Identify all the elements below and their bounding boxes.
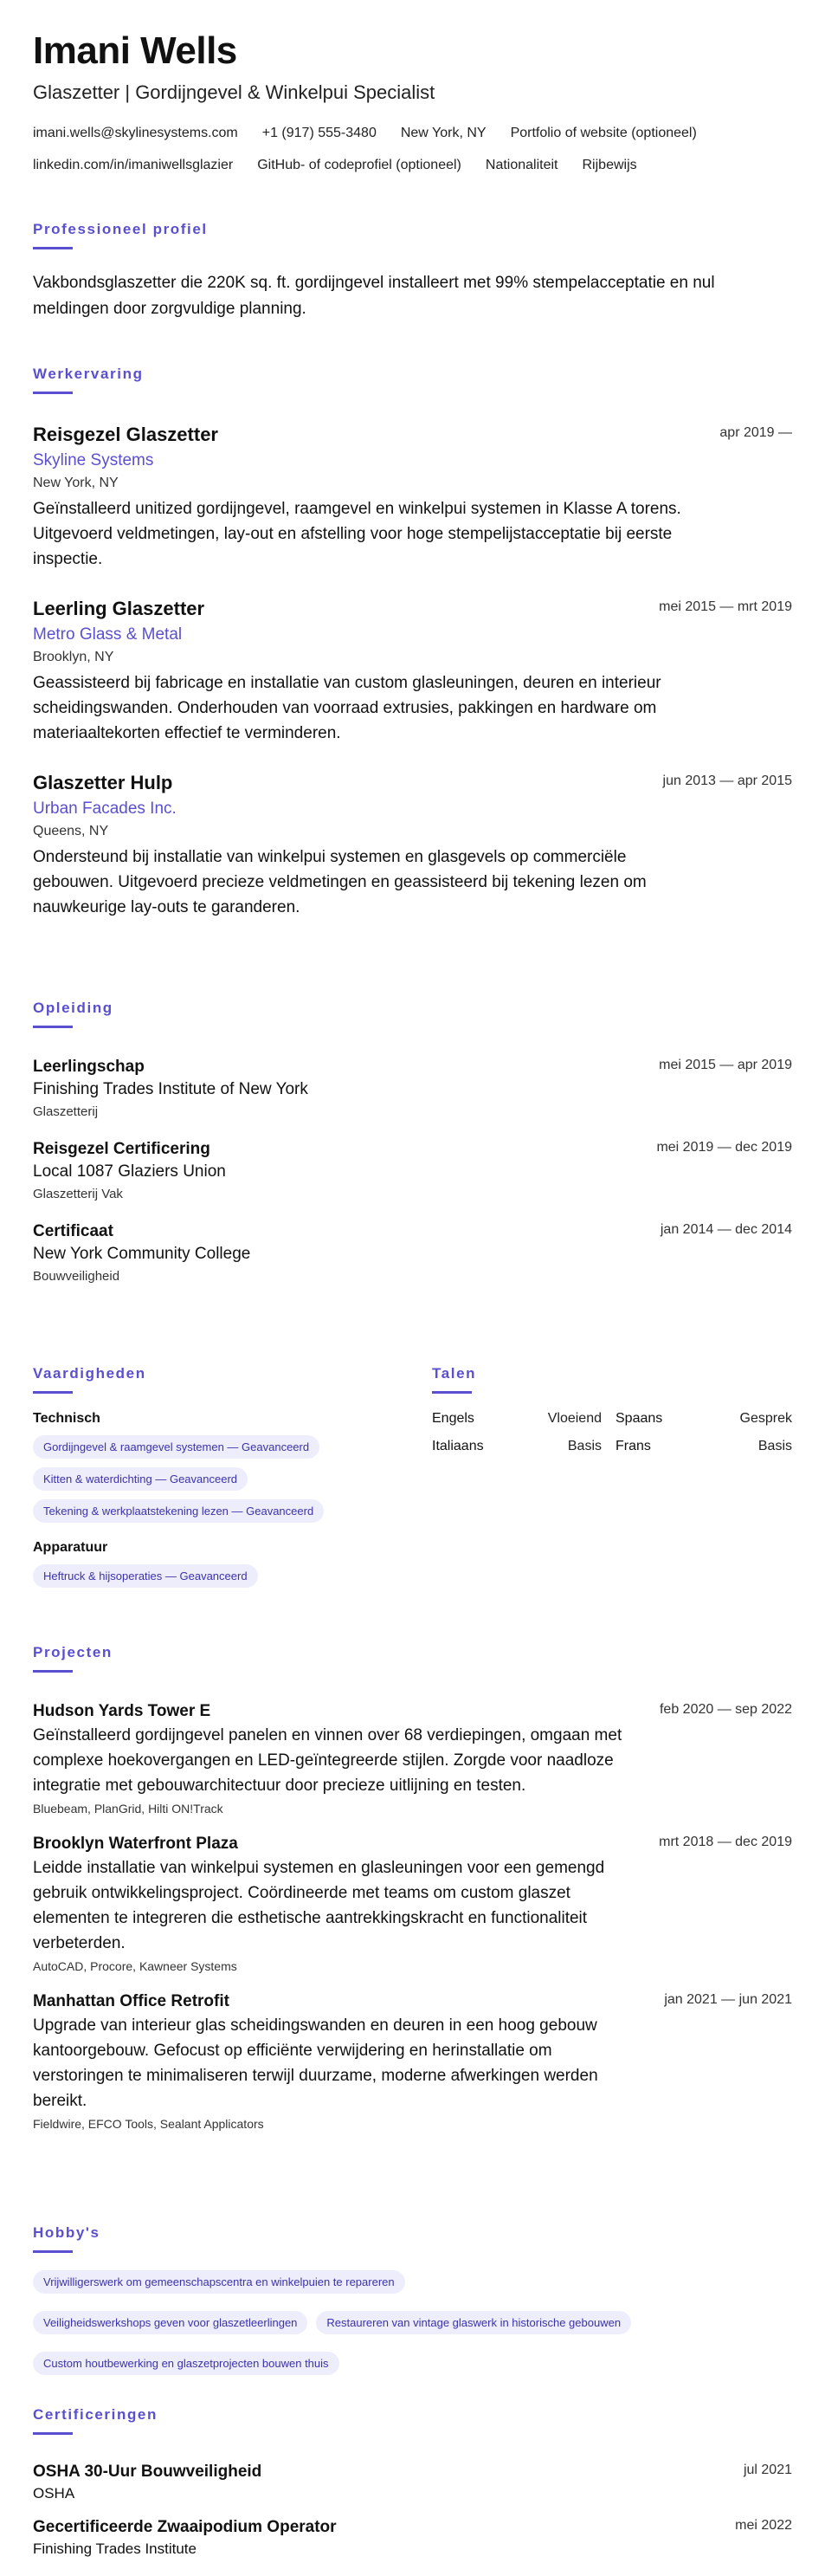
languages-list — [432, 1411, 792, 1454]
skills-technical-label: Technisch — [33, 1411, 100, 1426]
project-tools: Bluebeam, PlanGrid, Hilti ON!Track — [33, 1802, 223, 1815]
project-entry — [33, 1835, 792, 1973]
contact-license: Rijbewijs — [582, 158, 637, 172]
certifications-heading: Certificeringen — [33, 2406, 158, 2423]
language-name: Italiaans — [432, 1439, 484, 1453]
job-title: Glaszetter Hulp — [33, 772, 173, 793]
projects-heading: Projecten — [33, 1644, 113, 1660]
job-date: jun 2013 — apr 2015 — [662, 773, 792, 788]
project-tools: AutoCAD, Procore, Kawneer Systems — [33, 1959, 237, 1973]
languages-section — [432, 1365, 792, 1454]
profile-summary: Vakbondsglaszetter die 220K sq. ft. gordijngevel installeert met 99% stempelacceptatie en nul meldingen door zorgvuldige planning. — [33, 274, 715, 318]
certification-title: OSHA 30-Uur Bouwveiligheid — [33, 2463, 262, 2481]
education-date: mei 2019 — dec 2019 — [656, 1140, 792, 1155]
education-degree: Certificaat — [33, 1222, 113, 1240]
language-name: Spaans — [616, 1411, 663, 1426]
education-field: Bouwveiligheid — [33, 1269, 120, 1284]
contact-row-1 — [33, 126, 697, 141]
job-date: apr 2019 — — [719, 425, 792, 440]
profile-heading: Professioneel profiel — [33, 221, 208, 237]
job-company: Metro Glass & Metal — [33, 625, 183, 644]
job-title: Reisgezel Glaszetter — [33, 424, 218, 445]
section-divider — [33, 1391, 73, 1394]
language-level: Basis — [567, 1439, 602, 1453]
project-tools: Fieldwire, EFCO Tools, Sealant Applicators — [33, 2117, 264, 2131]
section-divider — [33, 392, 73, 394]
skills-equipment-list — [33, 1564, 414, 1588]
language-item — [616, 1411, 792, 1427]
project-date: feb 2020 — sep 2022 — [659, 1702, 792, 1717]
candidate-headline: Glaszetter | Gordijngevel & Winkelpui Specialist — [33, 81, 435, 103]
contact-github[interactable]: GitHub- of codeprofiel (optioneel) — [257, 158, 461, 172]
skills-equipment-label: Apparatuur — [33, 1540, 108, 1555]
job-location: Queens, NY — [33, 824, 109, 838]
section-divider — [33, 247, 73, 249]
project-title: Manhattan Office Retrofit — [33, 1992, 229, 2010]
language-level: Basis — [757, 1439, 792, 1453]
section-divider — [33, 1026, 73, 1028]
skills-technical-list — [33, 1435, 414, 1523]
project-entry — [33, 1702, 792, 1815]
skills-heading: Vaardigheden — [33, 1365, 146, 1382]
hobby-tag: Vrijwilligerswerk om gemeenschapscentra en winkelpuien te repareren — [33, 2270, 405, 2294]
project-description: Upgrade van interieur glas scheidingswanden en deuren in een hoog gebouw kantoorgebouw. Gefocust op efficiënte verwijdering en herinstallatie om verstoringen te minimaliseren terwijl duurzame, moderne afwerkingen werden bereikt. — [33, 2016, 598, 2110]
education-date: mei 2015 — apr 2019 — [659, 1058, 792, 1072]
certification-title: Gecertificeerde Zwaaipodium Operator — [33, 2518, 337, 2536]
language-name: Frans — [616, 1439, 651, 1453]
education-section — [33, 1000, 792, 1284]
education-institution: New York Community College — [33, 1245, 251, 1263]
project-date: jan 2021 — jun 2021 — [664, 1992, 792, 2007]
project-title: Hudson Yards Tower E — [33, 1702, 211, 1720]
experience-heading: Werkervaring — [33, 366, 144, 382]
project-title: Brooklyn Waterfront Plaza — [33, 1835, 238, 1853]
certification-entry — [33, 2518, 792, 2558]
education-entry — [33, 1058, 792, 1119]
job-title: Leerling Glaszetter — [33, 598, 205, 619]
language-name: Engels — [432, 1411, 474, 1426]
education-field: Glaszetterij Vak — [33, 1187, 123, 1201]
certifications-section — [33, 2406, 792, 2558]
job-location: New York, NY — [33, 476, 119, 490]
hobby-tag: Veiligheidswerkshops geven voor glaszetleerlingen — [33, 2311, 307, 2334]
education-entry — [33, 1140, 792, 1201]
language-level: Gesprek — [739, 1411, 792, 1426]
hobby-tag: Custom houtbewerking en glaszetprojecten bouwen thuis — [33, 2352, 339, 2375]
contact-nationality: Nationaliteit — [485, 158, 558, 172]
contact-portfolio[interactable]: Portfolio of website (optioneel) — [510, 126, 697, 140]
language-level: Vloeiend — [547, 1411, 602, 1426]
education-institution: Local 1087 Glaziers Union — [33, 1162, 226, 1181]
certification-entry — [33, 2463, 792, 2502]
contact-linkedin[interactable]: linkedin.com/in/imaniwellsglazier — [33, 158, 234, 172]
section-divider — [33, 2432, 73, 2435]
project-date: mrt 2018 — dec 2019 — [659, 1835, 792, 1849]
education-heading: Opleiding — [33, 1000, 113, 1016]
experience-section — [33, 366, 792, 920]
job-description: Ondersteund bij installatie van winkelpui systemen en glasgevels op commerciële gebouwen. Uitgevoerd precieze veldmetingen en geassisteerd bij tekening lezen om nauwkeurige lay-outs te garanderen. — [33, 848, 647, 916]
skill-tag: Tekening & werkplaatstekening lezen — Geavanceerd — [33, 1499, 324, 1523]
certification-date: jul 2021 — [743, 2463, 792, 2477]
languages-heading: Talen — [432, 1365, 477, 1382]
certification-issuer: Finishing Trades Institute — [33, 2540, 197, 2557]
job-entry — [33, 772, 792, 920]
job-location: Brooklyn, NY — [33, 650, 114, 664]
section-divider — [432, 1391, 472, 1394]
job-entry — [33, 598, 792, 746]
skills-section — [33, 1365, 414, 1588]
contact-phone[interactable]: +1 (917) 555-3480 — [261, 126, 377, 140]
education-entry — [33, 1222, 792, 1284]
project-entry — [33, 1992, 792, 2131]
language-item — [432, 1411, 602, 1427]
education-degree: Leerlingschap — [33, 1058, 145, 1076]
hobbies-heading: Hobby's — [33, 2224, 100, 2241]
profile-section — [33, 221, 792, 322]
candidate-name: Imani Wells — [33, 29, 237, 72]
contact-row-2 — [33, 158, 637, 173]
project-description: Leidde installatie van winkelpui systemen en glasleuningen voor een gemengd gebruik ontwikkelingsproject. Coördineerde met teams om custom glaszet elementen te integreren die esthetische aantrekkingskracht en functionaliteit verbeterden. — [33, 1859, 605, 1952]
language-item — [432, 1439, 602, 1454]
hobbies-list — [33, 2270, 792, 2375]
skill-tag: Heftruck & hijsoperaties — Geavanceerd — [33, 1564, 258, 1588]
skill-tag: Kitten & waterdichting — Geavanceerd — [33, 1467, 248, 1491]
job-entry — [33, 424, 792, 572]
job-description: Geassisteerd bij fabricage en installatie van custom glasleuningen, deuren en interieur scheidingswanden. Onderhouden van voorraad extrusies, pakkingen en hardware om materiaaltekorten effectief te verminderen. — [33, 674, 661, 742]
job-company: Urban Facades Inc. — [33, 799, 177, 818]
contact-location: New York, NY — [400, 126, 487, 140]
language-item — [616, 1439, 792, 1454]
project-description: Geïnstalleerd gordijngevel panelen en vinnen over 68 verdiepingen, omgaan met complexe hoekovergangen en LED-geïntegreerde stijlen. Zorgde voor naadloze integratie met gebouwarchitectuur door precieze uitlijning en testen. — [33, 1726, 622, 1795]
job-date: mei 2015 — mrt 2019 — [659, 599, 792, 614]
hobby-tag: Restaureren van vintage glaswerk in historische gebouwen — [316, 2311, 631, 2334]
education-field: Glaszetterij — [33, 1104, 99, 1119]
contact-email[interactable]: imani.wells@skylinesystems.com — [33, 126, 238, 140]
section-divider — [33, 2250, 73, 2253]
education-institution: Finishing Trades Institute of New York — [33, 1080, 308, 1098]
hobbies-section — [33, 2224, 792, 2375]
certification-date: mei 2022 — [735, 2518, 792, 2533]
education-date: jan 2014 — dec 2014 — [660, 1222, 792, 1237]
job-company: Skyline Systems — [33, 451, 154, 469]
skill-tag: Gordijngevel & raamgevel systemen — Geavanceerd — [33, 1435, 319, 1459]
education-degree: Reisgezel Certificering — [33, 1140, 210, 1158]
projects-section — [33, 1644, 792, 2131]
section-divider — [33, 1670, 73, 1673]
job-description: Geïnstalleerd unitized gordijngevel, raamgevel en winkelpui systemen in Klasse A torens. Uitgevoerd veldmetingen, lay-out en afstelling voor hoge stempelijstacceptatie bij eerste inspectie. — [33, 500, 681, 568]
certification-issuer: OSHA — [33, 2485, 75, 2502]
